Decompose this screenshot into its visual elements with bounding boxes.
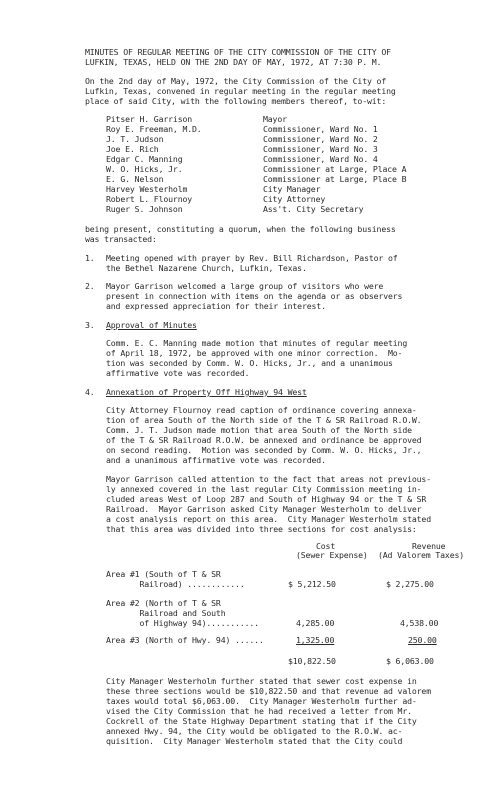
member-name: Pitser H. Garrison	[106, 114, 193, 124]
member-title: Commissioner, Ward No. 1	[263, 124, 378, 134]
member-name: Ruger S. Johnson	[106, 204, 183, 214]
table-cell-revenue: 250.00	[408, 635, 437, 645]
item-number: 1.	[85, 253, 95, 263]
member-title: City Manager	[263, 184, 321, 194]
item-2-line: present in connection with items on the agenda or as observers	[106, 291, 403, 301]
member-name: Robert L. Flournoy	[106, 194, 193, 204]
table-cell-cost: 1,325.00	[296, 635, 335, 645]
table-cell-revenue: 4,538.00	[400, 618, 439, 628]
member-title: Commissioner, Ward No. 3	[263, 144, 378, 154]
table-row-label: Railroad and South	[106, 608, 226, 618]
table-total-cost: $10,822.50	[288, 656, 336, 666]
item-2-line: Mayor Garrison welcomed a large group of visitors who were	[106, 281, 384, 291]
item-4-para1-line: tion of area South of the North side of the T & SR Railroad R.O.W.	[106, 415, 422, 425]
member-title: City Attorney	[263, 194, 326, 204]
item-4-para2-line: ly annexed covered in the last regular City Commission meeting in-	[106, 484, 422, 494]
item-4-para1-line: of the T & SR Railroad R.O.W. be annexed and ordinance be approved	[106, 435, 422, 445]
table-cell-revenue: $ 2,275.00	[386, 579, 434, 589]
member-name: E. G. Nelson	[106, 174, 164, 184]
intro-line: On the 2nd day of May, 1972, the City Commission of the City of	[85, 76, 387, 86]
cost-column-header: Cost	[316, 541, 336, 551]
table-row-label: Area #3 (North of Hwy. 94) ......	[106, 635, 264, 645]
item-4-para2-line: that this area was divided into three sections for cost analysis:	[106, 524, 417, 534]
intro-line: Lufkin, Texas, convened in regular meeting in the regular meeting	[85, 86, 396, 96]
item-4-para2-line: Railroad. Mayor Garrison asked City Manager Westerholm to deliver	[106, 504, 422, 514]
member-name: J. T. Judson	[106, 134, 164, 144]
item-4-para1-line: and a unanimous affirmative vote was recorded.	[106, 455, 326, 465]
member-name: W. O. Hicks, Jr.	[106, 164, 183, 174]
item-4-para3-line: Cockrell of the State Highway Department stating that if the City	[106, 716, 417, 726]
item-3-line: tion was seconded by Comm. W. O. Hicks, Jr., and a unanimous	[106, 358, 393, 368]
table-cell-cost: 4,285.00	[296, 618, 335, 628]
item-number: 2.	[85, 281, 95, 291]
member-title: Commissioner, Ward No. 2	[263, 134, 378, 144]
item-4-para3-line: annexed Hwy. 94, the City would be obligated to the R.O.W. ac-	[106, 726, 403, 736]
header-line-1: MINUTES OF REGULAR MEETING OF THE CITY COMMISSION OF THE CITY OF	[85, 47, 391, 57]
item-4-para1-line: Comm. J. T. Judson made motion that area South of the North side	[106, 425, 412, 435]
table-cell-cost: $ 5,212.50	[288, 579, 336, 589]
table-row-label: Railroad) ............	[106, 579, 245, 589]
revenue-column-subheader: (Ad Valorem Taxes)	[378, 550, 465, 560]
item-4-para2-line: a cost analysis report on this area. City Manager Westerholm stated	[106, 514, 431, 524]
cost-column-subheader: (Sewer Expense)	[296, 550, 368, 560]
item-4-para2-line: Mayor Garrison called attention to the fact that areas not previous-	[106, 474, 431, 484]
member-title: Commissioner at Large, Place A	[263, 164, 407, 174]
item-3-heading: Approval of Minutes	[106, 320, 197, 330]
intro-line: place of said City, with the following members thereof, to-wit:	[85, 96, 387, 106]
table-total-revenue: $ 6,063.00	[386, 656, 434, 666]
quorum-line: being present, constituting a quorum, when the following business	[85, 224, 396, 234]
item-3-line: affirmative vote was recorded.	[106, 368, 250, 378]
item-4-para1-line: City Attorney Flournoy read caption of ordinance covering annexa-	[106, 405, 417, 415]
header-line-2: LUFKIN, TEXAS, HELD ON THE 2ND DAY OF MAY, 1972, AT 7:30 P. M.	[85, 57, 382, 67]
revenue-column-header: Revenue	[412, 541, 446, 551]
item-1-line: Meeting opened with prayer by Rev. Bill Richardson, Pastor of	[106, 253, 398, 263]
item-2-line: and expressed appreciation for their interest.	[106, 301, 326, 311]
member-name: Edgar C. Manning	[106, 154, 183, 164]
member-title: Ass't. City Secretary	[263, 204, 364, 214]
item-number: 4.	[85, 387, 95, 397]
item-3-line: of April 18, 1972, be approved with one minor correction. Mo-	[106, 348, 403, 358]
item-number: 3.	[85, 320, 95, 330]
member-name: Harvey Westerholm	[106, 184, 188, 194]
member-title: Mayor	[263, 114, 287, 124]
item-4-para3-line: these three sections would be $10,822.50 and that revenue ad valorem	[106, 686, 431, 696]
quorum-line: was transacted:	[85, 234, 157, 244]
table-row-label: Area #1 (South of T & SR	[106, 569, 221, 579]
item-4-para3-line: City Manager Westerholm further stated that sewer cost expense in	[106, 676, 417, 686]
table-row-label: Area #2 (North of T & SR	[106, 598, 221, 608]
item-4-para1-line: on second reading. Motion was seconded by Comm. W. O. Hicks, Jr.,	[106, 445, 422, 455]
item-4-para3-line: quisition. City Manager Westerholm stated that the City could	[106, 736, 403, 746]
member-name: Joe E. Rich	[106, 144, 159, 154]
item-4-para3-line: vised the City Commission that he had received a letter from Mr.	[106, 706, 412, 716]
member-title: Commissioner, Ward No. 4	[263, 154, 378, 164]
member-name: Roy E. Freeman, M.D.	[106, 124, 202, 134]
table-row-label: of Highway 94)...........	[106, 618, 259, 628]
member-title: Commissioner at Large, Place B	[263, 174, 407, 184]
item-4-para2-line: cluded areas West of Loop 287 and South of Highway 94 or the T & SR	[106, 494, 427, 504]
item-4-heading: Annexation of Property Off Highway 94 West	[106, 387, 307, 397]
item-1-line: the Bethel Nazarene Church, Lufkin, Texas.	[106, 263, 307, 273]
item-4-para3-line: taxes would total $6,063.00. City Manager Westerholm further ad-	[106, 696, 417, 706]
item-3-line: Comm. E. C. Manning made motion that minutes of regular meeting	[106, 338, 408, 348]
